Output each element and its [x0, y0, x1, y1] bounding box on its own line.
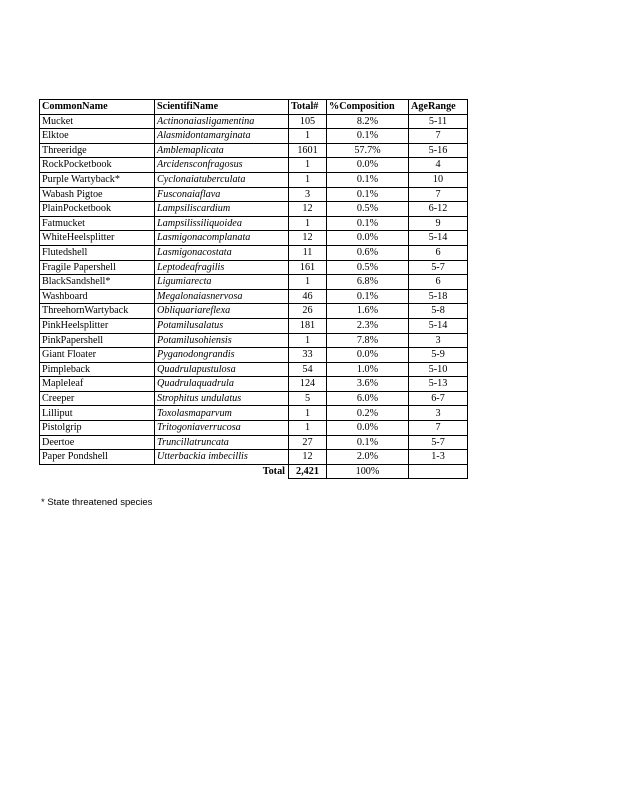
age-range-cell: 6: [409, 275, 468, 290]
total-count-cell: 26: [289, 304, 327, 319]
total-count-cell: 27: [289, 435, 327, 450]
table-row: [40, 172, 468, 187]
age-range-cell: 5-7: [409, 260, 468, 275]
common-name-cell: Mucket: [40, 114, 155, 129]
common-name-cell: Wabash Pigtoe: [40, 187, 155, 202]
total-count-cell: 12: [289, 231, 327, 246]
species-table: [39, 99, 468, 479]
common-name-cell: Deertoe: [40, 435, 155, 450]
common-name-cell: Lilliput: [40, 406, 155, 421]
age-range-cell: 5-9: [409, 348, 468, 363]
age-range-cell: 5-14: [409, 231, 468, 246]
table-row: [40, 202, 468, 217]
total-count-cell: 46: [289, 289, 327, 304]
table-row: [40, 158, 468, 173]
common-name-cell: Pistolgrip: [40, 421, 155, 436]
common-name-cell: RockPocketbook: [40, 158, 155, 173]
table-row: [40, 187, 468, 202]
scientific-name-cell: Actinonaiasligamentina: [155, 114, 289, 129]
scientific-name-cell: Strophitus undulatus: [155, 391, 289, 406]
composition-cell: 6.8%: [327, 275, 409, 290]
header-composition: %Composition: [327, 100, 409, 115]
table-row: [40, 362, 468, 377]
total-count: 2,421: [289, 464, 327, 479]
age-range-cell: 5-18: [409, 289, 468, 304]
age-range-cell: 5-13: [409, 377, 468, 392]
total-count-cell: 124: [289, 377, 327, 392]
total-count-cell: 1: [289, 333, 327, 348]
total-count-cell: 11: [289, 245, 327, 260]
scientific-name-cell: Megalonaiasnervosa: [155, 289, 289, 304]
composition-cell: 0.0%: [327, 158, 409, 173]
common-name-cell: Elktoe: [40, 129, 155, 144]
table-row: [40, 289, 468, 304]
common-name-cell: Flutedshell: [40, 245, 155, 260]
age-range-cell: 5-8: [409, 304, 468, 319]
total-percent: 100%: [327, 464, 409, 479]
composition-cell: 0.5%: [327, 202, 409, 217]
header-row: [40, 100, 468, 115]
age-range-cell: 7: [409, 187, 468, 202]
table-row: [40, 348, 468, 363]
composition-cell: 0.1%: [327, 172, 409, 187]
table-row: [40, 450, 468, 465]
footnote: * State threatened species: [41, 497, 153, 508]
total-count-cell: 1601: [289, 143, 327, 158]
table-row: [40, 245, 468, 260]
scientific-name-cell: Fusconaiaflava: [155, 187, 289, 202]
table-row: [40, 318, 468, 333]
table-row: [40, 143, 468, 158]
common-name-cell: Pimpleback: [40, 362, 155, 377]
common-name-cell: WhiteHeelsplitter: [40, 231, 155, 246]
composition-cell: 0.1%: [327, 289, 409, 304]
total-label: Total: [155, 464, 289, 479]
total-count-cell: 1: [289, 172, 327, 187]
composition-cell: 0.1%: [327, 129, 409, 144]
age-range-cell: 7: [409, 421, 468, 436]
age-range-cell: 5-7: [409, 435, 468, 450]
composition-cell: 0.0%: [327, 348, 409, 363]
age-range-cell: 3: [409, 406, 468, 421]
scientific-name-cell: Ligumiarecta: [155, 275, 289, 290]
table-row: [40, 114, 468, 129]
composition-cell: 0.5%: [327, 260, 409, 275]
composition-cell: 1.0%: [327, 362, 409, 377]
common-name-cell: ThreehornWartyback: [40, 304, 155, 319]
total-count-cell: 5: [289, 391, 327, 406]
scientific-name-cell: Leptodeafragilis: [155, 260, 289, 275]
composition-cell: 6.0%: [327, 391, 409, 406]
scientific-name-cell: Tritogoniaverrucosa: [155, 421, 289, 436]
total-count-cell: 161: [289, 260, 327, 275]
total-count-cell: 3: [289, 187, 327, 202]
composition-cell: 1.6%: [327, 304, 409, 319]
age-range-cell: 5-14: [409, 318, 468, 333]
composition-cell: 0.6%: [327, 245, 409, 260]
composition-cell: 57.7%: [327, 143, 409, 158]
table-row: [40, 421, 468, 436]
composition-cell: 0.0%: [327, 421, 409, 436]
common-name-cell: BlackSandshell*: [40, 275, 155, 290]
total-count-cell: 12: [289, 202, 327, 217]
common-name-cell: Creeper: [40, 391, 155, 406]
total-count-cell: 1: [289, 158, 327, 173]
age-range-cell: 7: [409, 129, 468, 144]
scientific-name-cell: Pyganodongrandis: [155, 348, 289, 363]
common-name-cell: Paper Pondshell: [40, 450, 155, 465]
table-row: [40, 231, 468, 246]
table-row: [40, 304, 468, 319]
scientific-name-cell: Cyclonaiatuberculata: [155, 172, 289, 187]
total-count-cell: 1: [289, 421, 327, 436]
scientific-name-cell: Lasmigonacomplanata: [155, 231, 289, 246]
scientific-name-cell: Obliquariareflexa: [155, 304, 289, 319]
table-row: [40, 435, 468, 450]
common-name-cell: Threeridge: [40, 143, 155, 158]
table-row: [40, 275, 468, 290]
total-count-cell: 1: [289, 216, 327, 231]
composition-cell: 0.1%: [327, 187, 409, 202]
composition-cell: 0.0%: [327, 231, 409, 246]
composition-cell: 8.2%: [327, 114, 409, 129]
scientific-name-cell: Toxolasmaparvum: [155, 406, 289, 421]
composition-cell: 0.1%: [327, 216, 409, 231]
scientific-name-cell: Arcidensconfragosus: [155, 158, 289, 173]
table-row: [40, 377, 468, 392]
common-name-cell: Purple Wartyback*: [40, 172, 155, 187]
total-count-cell: 1: [289, 406, 327, 421]
scientific-name-cell: Lasmigonacostata: [155, 245, 289, 260]
scientific-name-cell: Potamilusohiensis: [155, 333, 289, 348]
header-common-name: CommonName: [40, 100, 155, 115]
table-row: [40, 260, 468, 275]
total-count-cell: 1: [289, 275, 327, 290]
total-row: [40, 464, 468, 479]
common-name-cell: PinkHeelsplitter: [40, 318, 155, 333]
scientific-name-cell: Amblemaplicata: [155, 143, 289, 158]
total-count-cell: 105: [289, 114, 327, 129]
age-range-cell: 4: [409, 158, 468, 173]
age-range-cell: 1-3: [409, 450, 468, 465]
composition-cell: 2.3%: [327, 318, 409, 333]
table-row: [40, 129, 468, 144]
composition-cell: 0.1%: [327, 435, 409, 450]
table-row: [40, 406, 468, 421]
composition-cell: 3.6%: [327, 377, 409, 392]
common-name-cell: PinkPapershell: [40, 333, 155, 348]
age-range-cell: 3: [409, 333, 468, 348]
header-scientific-name: ScientifiName: [155, 100, 289, 115]
common-name-cell: Giant Floater: [40, 348, 155, 363]
total-count-cell: 54: [289, 362, 327, 377]
scientific-name-cell: Utterbackia imbecillis: [155, 450, 289, 465]
scientific-name-cell: Lampsilissiliquoidea: [155, 216, 289, 231]
header-total: Total#: [289, 100, 327, 115]
age-range-cell: 10: [409, 172, 468, 187]
common-name-cell: Fatmucket: [40, 216, 155, 231]
age-range-cell: 6: [409, 245, 468, 260]
common-name-cell: Mapleleaf: [40, 377, 155, 392]
total-count-cell: 1: [289, 129, 327, 144]
scientific-name-cell: Quadrulapustulosa: [155, 362, 289, 377]
composition-cell: 0.2%: [327, 406, 409, 421]
age-range-cell: 6-7: [409, 391, 468, 406]
age-range-cell: 5-10: [409, 362, 468, 377]
header-age-range: AgeRange: [409, 100, 468, 115]
scientific-name-cell: Lampsiliscardium: [155, 202, 289, 217]
scientific-name-cell: Quadrulaquadrula: [155, 377, 289, 392]
table-row: [40, 216, 468, 231]
age-range-cell: 6-12: [409, 202, 468, 217]
composition-cell: 2.0%: [327, 450, 409, 465]
age-range-cell: 5-11: [409, 114, 468, 129]
composition-cell: 7.8%: [327, 333, 409, 348]
total-count-cell: 33: [289, 348, 327, 363]
age-range-cell: 9: [409, 216, 468, 231]
total-count-cell: 181: [289, 318, 327, 333]
common-name-cell: Fragile Papershell: [40, 260, 155, 275]
scientific-name-cell: Truncillatruncata: [155, 435, 289, 450]
scientific-name-cell: Potamilusalatus: [155, 318, 289, 333]
table-row: [40, 391, 468, 406]
age-range-cell: 5-16: [409, 143, 468, 158]
scientific-name-cell: Alasmidontamarginata: [155, 129, 289, 144]
common-name-cell: Washboard: [40, 289, 155, 304]
common-name-cell: PlainPocketbook: [40, 202, 155, 217]
total-count-cell: 12: [289, 450, 327, 465]
table-row: [40, 333, 468, 348]
